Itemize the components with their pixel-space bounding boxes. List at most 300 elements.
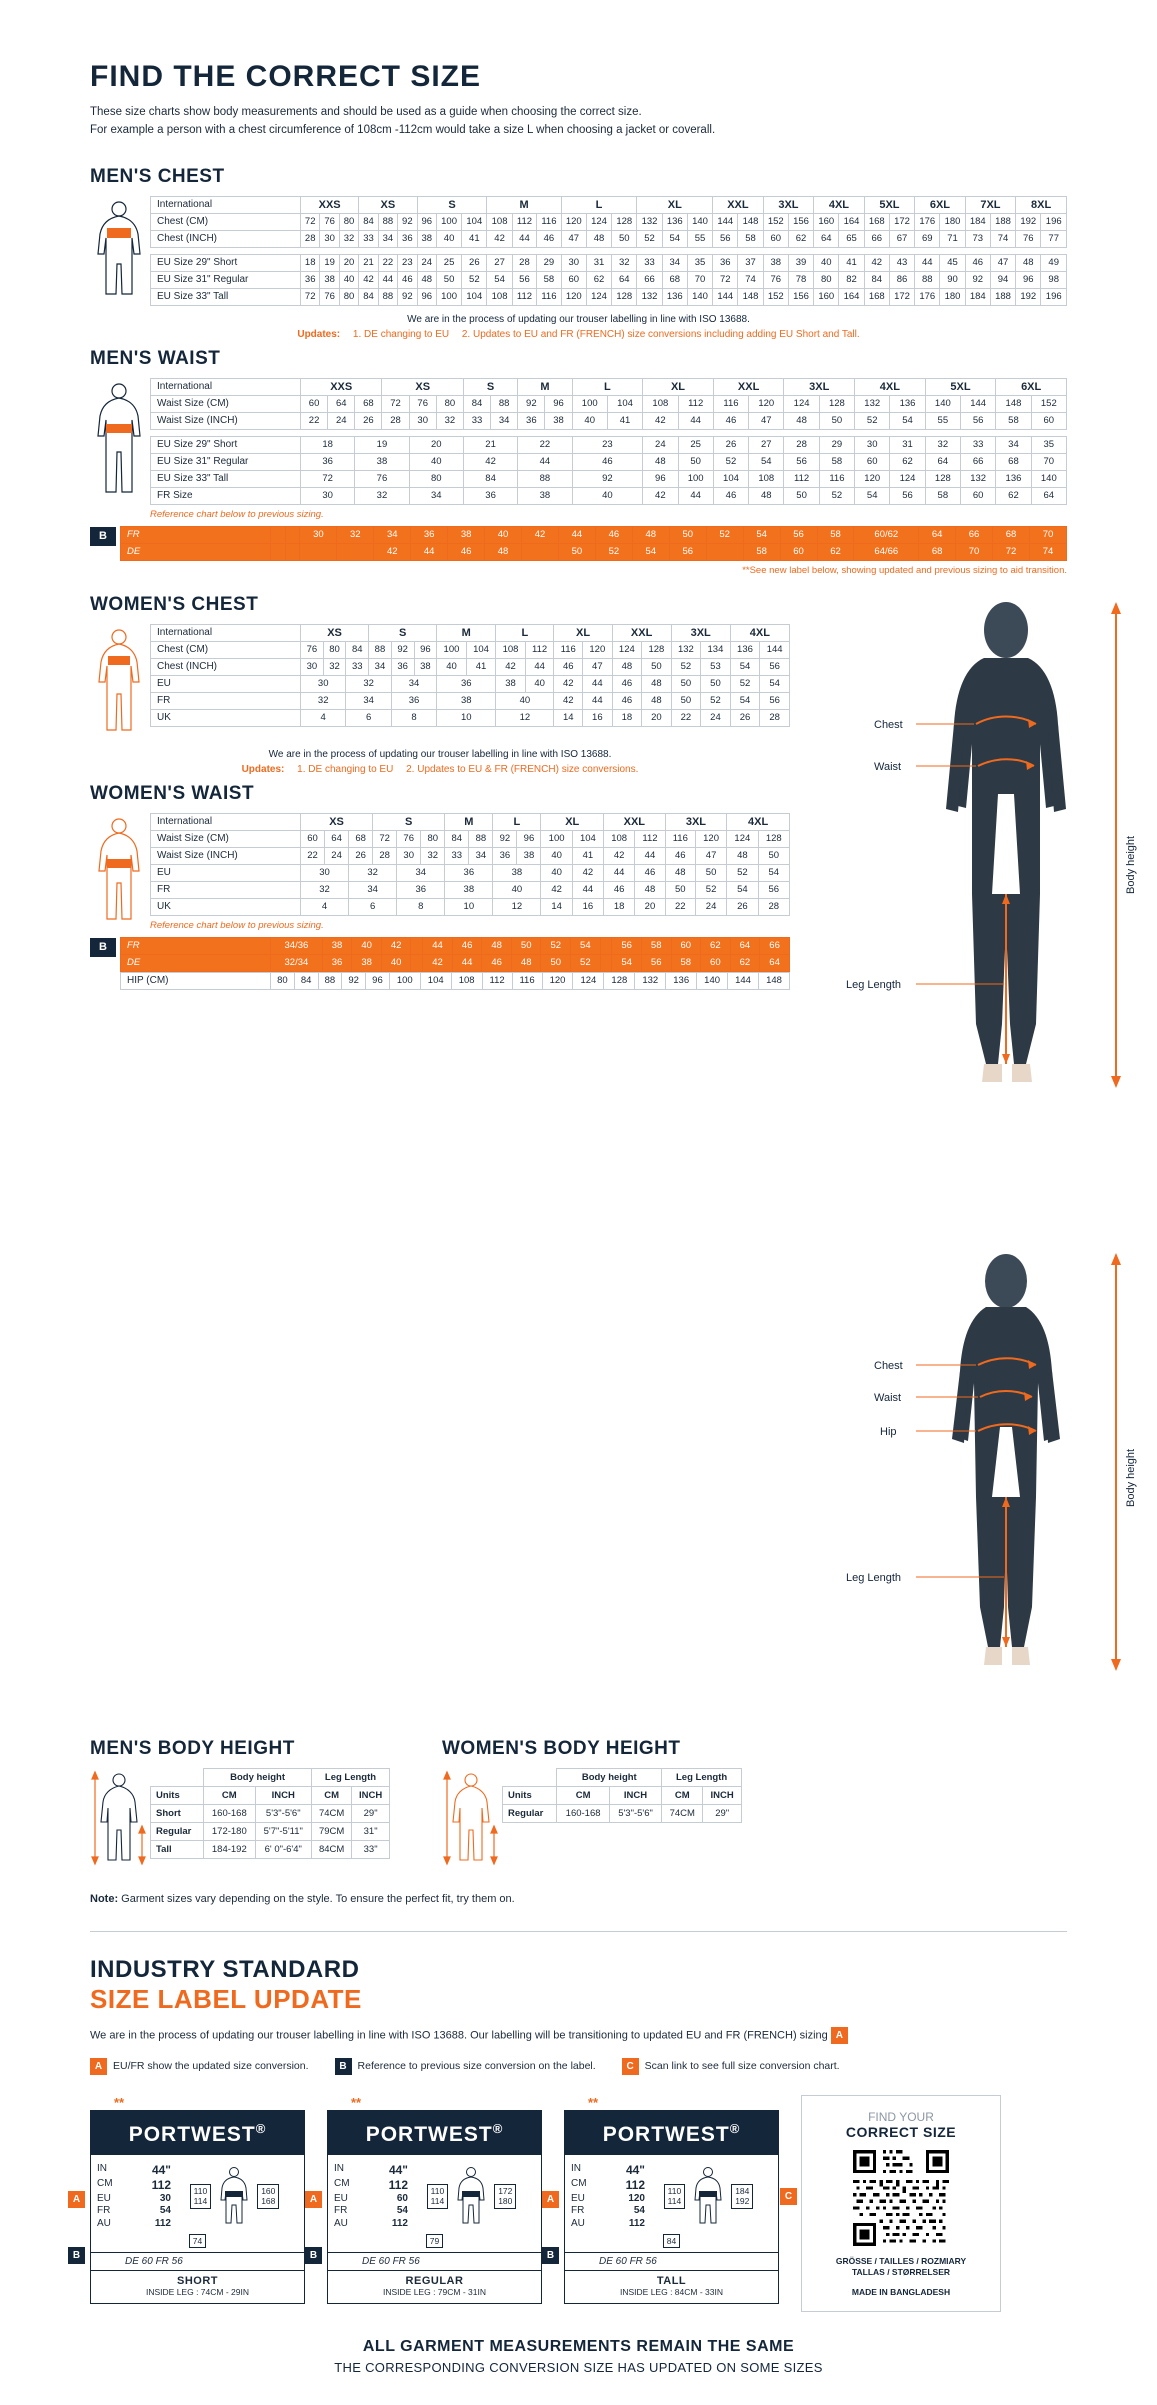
table-row <box>151 288 1067 305</box>
data-cell: 42 <box>604 847 635 864</box>
data-cell: 4 <box>301 898 349 915</box>
data-cell: 44 <box>635 847 665 864</box>
bh-group-header: Body height <box>557 1768 662 1786</box>
data-cell: 96 <box>643 470 678 487</box>
label-size-value: 112 <box>151 2177 171 2192</box>
data-cell: 108 <box>487 213 512 230</box>
label-leg-row <box>565 2234 778 2252</box>
data-cell: 54 <box>749 453 784 470</box>
data-cell: 21 <box>359 254 378 271</box>
data-cell: 120 <box>561 213 586 230</box>
data-cell: 77 <box>1041 230 1067 247</box>
data-cell: 44 <box>378 271 397 288</box>
data-cell: 42 <box>643 412 678 429</box>
label-size-key: EU <box>97 2192 111 2204</box>
label-size-value: 44" <box>625 2162 645 2177</box>
data-cell: 8 <box>391 709 436 726</box>
data-cell: XS <box>359 196 417 213</box>
legacy-cell: 48 <box>482 937 512 954</box>
data-cell: 124 <box>727 830 758 847</box>
legacy-cell: 74 <box>1029 543 1066 560</box>
womens-waist-table <box>150 813 790 916</box>
row-label: Chest (INCH) <box>151 230 301 247</box>
bh-unit-cell: INCH <box>352 1786 390 1804</box>
label-stars: ** <box>114 2094 125 2110</box>
data-cell: 49 <box>1041 254 1067 271</box>
data-cell: 54 <box>727 881 758 898</box>
data-cell: 80 <box>436 395 463 412</box>
data-cell: 40 <box>541 847 572 864</box>
row-label: Waist Size (CM) <box>151 830 301 847</box>
data-cell: 88 <box>318 972 342 989</box>
data-cell: M <box>487 196 561 213</box>
label-size-key: AU <box>571 2217 585 2229</box>
fit-note-text: Garment sizes vary depending on the style. To ensure the perfect fit, try them on. <box>118 1892 515 1905</box>
qr-translations <box>812 2256 990 2279</box>
data-cell: 8 <box>397 898 445 915</box>
data-cell: 20 <box>635 898 665 915</box>
bh-unit-cell: CM <box>662 1786 703 1804</box>
table-row <box>151 453 1067 470</box>
table-row <box>151 830 790 847</box>
label-size-row <box>334 2163 408 2178</box>
label-inside-leg: INSIDE LEG : 79CM - 31IN <box>383 2287 486 2298</box>
data-cell: XXL <box>713 378 784 395</box>
legend-text-c: Scan link to see full size conversion chart. <box>644 2060 840 2073</box>
data-cell: 104 <box>420 972 451 989</box>
bh-cell: 74CM <box>312 1804 352 1822</box>
data-cell: 192 <box>1016 288 1041 305</box>
legacy-cell <box>600 937 612 954</box>
legacy-cell: 52 <box>595 543 632 560</box>
data-cell: 58 <box>537 271 561 288</box>
womens-body-height-title: WOMEN'S BODY HEIGHT <box>442 1737 681 1759</box>
data-cell: 64 <box>612 271 637 288</box>
legacy-row-label: DE <box>121 543 271 560</box>
data-cell: 144 <box>713 288 738 305</box>
data-cell: 76 <box>320 213 339 230</box>
data-cell: 54 <box>760 675 790 692</box>
data-cell: 50 <box>819 412 854 429</box>
legacy-cell: 52 <box>541 937 571 954</box>
data-cell: 26 <box>727 898 758 915</box>
legacy-cell <box>285 526 300 543</box>
data-cell: 34 <box>346 692 391 709</box>
female-model-svg <box>816 1247 1146 1727</box>
data-cell: 76 <box>355 470 409 487</box>
womens-chest-block <box>90 624 790 741</box>
data-cell: 120 <box>749 395 784 412</box>
data-cell: 128 <box>925 470 960 487</box>
label-size-key: CM <box>97 2177 113 2189</box>
data-cell: 34 <box>491 412 518 429</box>
data-cell: 42 <box>643 487 678 504</box>
data-cell: 84 <box>463 395 490 412</box>
data-cell: 50 <box>701 675 731 692</box>
data-cell: 148 <box>738 288 763 305</box>
bh-group-header-row <box>151 1768 390 1786</box>
legacy-cell: 54 <box>632 543 669 560</box>
data-cell: 124 <box>890 470 925 487</box>
row-label: EU Size 29" Short <box>151 436 301 453</box>
data-cell: 36 <box>713 254 738 271</box>
data-cell: 40 <box>572 412 607 429</box>
data-cell: 32 <box>355 487 409 504</box>
data-cell: 47 <box>990 254 1015 271</box>
label-size-value: 60 <box>396 2192 408 2204</box>
table-row <box>151 847 790 864</box>
data-cell: 42 <box>487 230 512 247</box>
data-cell: 25 <box>436 254 461 271</box>
mens-chest-table-wrap <box>150 196 1067 306</box>
data-cell: 32 <box>346 675 391 692</box>
data-cell: 56 <box>890 487 925 504</box>
label-measurements <box>328 2155 541 2235</box>
mens-body-height-block <box>90 1738 390 1871</box>
data-cell: 21 <box>463 436 517 453</box>
data-cell: 100 <box>389 972 420 989</box>
data-cell: 36 <box>301 453 355 470</box>
data-cell: 54 <box>890 412 925 429</box>
label-person-icon <box>214 2165 254 2227</box>
legacy-cell: 52 <box>706 526 743 543</box>
mens-waist-table <box>150 378 1067 505</box>
data-cell: 70 <box>687 271 712 288</box>
data-cell: 88 <box>469 830 493 847</box>
brand-trademark: ® <box>492 2120 504 2136</box>
legacy-cell: 50 <box>558 543 595 560</box>
data-cell: 108 <box>749 470 784 487</box>
data-cell: 4XL <box>855 378 926 395</box>
data-cell: XXL <box>713 196 764 213</box>
label-size-key: FR <box>334 2205 348 2217</box>
data-cell: 48 <box>586 230 611 247</box>
data-cell: 33 <box>346 658 369 675</box>
data-cell: 46 <box>604 881 635 898</box>
label-size-value: 30 <box>159 2192 171 2204</box>
table-row <box>151 675 790 692</box>
row-label: UK <box>151 898 301 915</box>
brand-name: PORTWEST <box>602 2122 730 2146</box>
data-cell: 32 <box>349 864 397 881</box>
data-cell: 42 <box>359 271 378 288</box>
label-size-value: 120 <box>628 2192 645 2204</box>
data-cell: 6 <box>346 709 391 726</box>
womens-waist-legacy-table <box>120 937 790 972</box>
data-cell: 20 <box>642 709 672 726</box>
data-cell: 50 <box>665 881 695 898</box>
data-cell: 22 <box>301 412 328 429</box>
table-row <box>151 658 790 675</box>
data-cell: 72 <box>301 288 320 305</box>
legend-chip-a: A <box>90 2058 107 2075</box>
mens-chest-block <box>90 196 1067 306</box>
data-cell: 116 <box>537 288 561 305</box>
label-figure <box>645 2163 772 2231</box>
data-cell: 6XL <box>996 378 1067 395</box>
data-cell: 196 <box>1041 288 1067 305</box>
data-cell: 92 <box>391 641 414 658</box>
data-cell: 69 <box>915 230 940 247</box>
data-cell: 132 <box>637 213 662 230</box>
data-cell: 38 <box>763 254 788 271</box>
data-cell: 124 <box>784 395 819 412</box>
label-waist-box: 110 114 <box>190 2184 212 2208</box>
data-cell: 112 <box>525 641 554 658</box>
data-cell: 36 <box>518 412 545 429</box>
label-fit-name: TALL <box>656 2275 687 2288</box>
data-cell: 128 <box>612 213 637 230</box>
data-cell: 78 <box>788 271 813 288</box>
label-stars: ** <box>351 2094 362 2110</box>
legacy-cell: 50 <box>541 954 571 971</box>
data-cell: 70 <box>1031 453 1066 470</box>
data-cell: 23 <box>572 436 643 453</box>
data-cell: 39 <box>788 254 813 271</box>
data-cell: 46 <box>665 847 695 864</box>
womens-notice-updates-label: Updates: <box>241 763 285 775</box>
label-size-row <box>97 2205 171 2218</box>
label-card-inner <box>564 2110 779 2305</box>
label-size-list <box>97 2163 171 2231</box>
data-cell: 144 <box>713 213 738 230</box>
data-cell: 80 <box>271 972 295 989</box>
data-cell: 10 <box>445 898 493 915</box>
data-cell: 58 <box>996 412 1031 429</box>
data-cell: 76 <box>397 830 421 847</box>
legacy-cell: 68 <box>993 526 1030 543</box>
data-cell: 38 <box>518 487 572 504</box>
data-cell: L <box>493 813 541 830</box>
data-cell: 34 <box>397 864 445 881</box>
data-cell: 67 <box>889 230 914 247</box>
data-cell: 23 <box>398 254 417 271</box>
data-cell: XXL <box>604 813 666 830</box>
data-cell: 68 <box>349 830 373 847</box>
data-cell: 7XL <box>965 196 1016 213</box>
male-torso-icon <box>90 198 148 298</box>
legacy-cell <box>600 954 612 971</box>
data-cell: 104 <box>462 288 487 305</box>
data-cell: 52 <box>727 864 758 881</box>
data-cell: 40 <box>493 881 541 898</box>
data-cell: 80 <box>814 271 839 288</box>
data-cell: 44 <box>518 453 572 470</box>
bh-group-header-row <box>503 1768 742 1786</box>
legacy-cell <box>411 937 423 954</box>
label-size-value: 112 <box>391 2217 408 2229</box>
data-cell: XS <box>382 378 463 395</box>
label-size-value: 112 <box>628 2217 645 2229</box>
legacy-table-row <box>121 937 790 954</box>
label-inside-leg: INSIDE LEG : 84CM - 33IN <box>620 2287 723 2298</box>
legacy-cell: 46 <box>448 543 485 560</box>
data-cell: 56 <box>784 453 819 470</box>
data-cell: 41 <box>607 412 642 429</box>
table-row <box>151 881 790 898</box>
label-previous-size: DE 60 FR 56 <box>565 2252 778 2270</box>
data-cell: 30 <box>301 675 346 692</box>
label-size-value: 44" <box>151 2162 171 2177</box>
data-cell: 62 <box>890 453 925 470</box>
label-size-value: 54 <box>633 2205 645 2217</box>
label-measurements <box>91 2155 304 2235</box>
data-cell: 86 <box>889 271 914 288</box>
data-cell: 88 <box>491 395 518 412</box>
mens-waist-ref-note: Reference chart below to previous sizing. <box>150 508 324 520</box>
data-cell: 38 <box>437 692 496 709</box>
legacy-cell: 48 <box>511 954 541 971</box>
data-cell: S <box>369 624 437 641</box>
data-cell: 33 <box>637 254 662 271</box>
legacy-cell: 50 <box>511 937 541 954</box>
data-cell: 48 <box>727 847 758 864</box>
data-cell: 26 <box>349 847 373 864</box>
bh-cell: 29" <box>703 1804 742 1822</box>
data-cell: 3XL <box>784 378 855 395</box>
data-cell: 34 <box>369 658 392 675</box>
legacy-cell: 54 <box>571 937 601 954</box>
row-label: EU <box>151 864 301 881</box>
data-cell: 20 <box>409 436 463 453</box>
data-cell: 58 <box>738 230 763 247</box>
data-cell: 64 <box>328 395 355 412</box>
data-cell: 4XL <box>814 196 865 213</box>
data-cell: 88 <box>369 641 392 658</box>
table-row <box>151 254 1067 271</box>
womens-waist-ref-note: Reference chart below to previous sizing. <box>150 919 324 931</box>
data-cell: 8XL <box>1016 196 1067 213</box>
label-footer <box>91 2270 304 2303</box>
legacy-cell: 58 <box>671 954 701 971</box>
male-label-waist: Waist <box>874 760 902 773</box>
qr-code-icon[interactable] <box>853 2150 949 2246</box>
data-cell: 184 <box>965 288 990 305</box>
womens-height-figure <box>442 1768 502 1871</box>
data-cell: 38 <box>414 658 437 675</box>
legacy-cell: 36 <box>322 954 352 971</box>
data-cell: 116 <box>512 972 542 989</box>
data-cell: 100 <box>437 641 467 658</box>
data-cell: 46 <box>635 864 665 881</box>
legacy-cell <box>271 526 286 543</box>
bh-unit-row <box>151 1786 390 1804</box>
data-cell: 44 <box>678 412 713 429</box>
data-cell: 18 <box>301 436 355 453</box>
data-cell: 19 <box>320 254 339 271</box>
hip-row <box>121 972 790 989</box>
data-cell: 128 <box>642 641 672 658</box>
data-cell: 38 <box>493 864 541 881</box>
data-cell: 32 <box>925 436 960 453</box>
data-cell: 60 <box>763 230 788 247</box>
data-cell: 40 <box>437 658 467 675</box>
data-cell: 4XL <box>730 624 789 641</box>
data-cell: 54 <box>855 487 890 504</box>
data-cell: 40 <box>496 692 554 709</box>
label-height-box: 172 180 <box>494 2184 516 2208</box>
data-cell: 64 <box>814 230 839 247</box>
data-cell: 124 <box>586 288 611 305</box>
label-person-icon <box>688 2165 728 2227</box>
female-label-height: Body height <box>1125 1448 1137 1507</box>
data-cell: 100 <box>436 288 461 305</box>
data-cell: 36 <box>493 847 517 864</box>
womens-waist-figure <box>90 813 150 930</box>
legacy-row-label: FR <box>121 937 271 954</box>
data-cell: 172 <box>889 288 914 305</box>
data-cell: 60 <box>561 271 586 288</box>
bh-unit-cell: CM <box>312 1786 352 1804</box>
data-cell: 46 <box>537 230 561 247</box>
women-tables-col <box>90 594 790 1732</box>
data-cell: 50 <box>695 864 726 881</box>
data-cell: 156 <box>788 213 813 230</box>
data-cell: 132 <box>961 470 996 487</box>
data-cell: 46 <box>398 271 417 288</box>
data-cell: 41 <box>466 658 496 675</box>
bh-cell: 74CM <box>662 1804 703 1822</box>
data-cell: 192 <box>1016 213 1041 230</box>
data-cell: 40 <box>572 487 643 504</box>
table-header-row <box>151 378 1067 395</box>
legacy-cell: 54 <box>612 954 642 971</box>
row-label: Chest (CM) <box>151 641 301 658</box>
data-cell: 76 <box>1016 230 1041 247</box>
data-cell: 18 <box>612 709 642 726</box>
notice-update-2: 2. Updates to EU and FR (FRENCH) size conversions including adding EU Short and Tall. <box>461 328 860 340</box>
legacy-cell <box>285 543 300 560</box>
data-cell: 68 <box>662 271 687 288</box>
brand-logo <box>328 2111 541 2155</box>
label-tag-a: A <box>542 2191 559 2208</box>
row-label: UK <box>151 709 301 726</box>
table-row <box>151 864 790 881</box>
data-cell: 62 <box>788 230 813 247</box>
mens-waist-figure <box>90 378 150 505</box>
data-cell: 116 <box>554 641 583 658</box>
legacy-cell <box>300 543 337 560</box>
data-cell: 164 <box>839 288 864 305</box>
bh-group-header: Body height <box>204 1768 312 1786</box>
label-leg-box: 79 <box>426 2234 443 2248</box>
data-cell: 36 <box>301 271 320 288</box>
data-cell: 176 <box>915 213 940 230</box>
data-cell: 124 <box>612 641 642 658</box>
label-height-box: 160 168 <box>257 2184 279 2208</box>
data-cell: 48 <box>417 271 436 288</box>
data-cell: 45 <box>940 254 965 271</box>
label-size-key: FR <box>571 2205 585 2217</box>
label-size-value: 54 <box>159 2205 171 2217</box>
data-cell: 24 <box>701 709 731 726</box>
legacy-cell: 36 <box>411 526 448 543</box>
data-cell: 32 <box>301 881 349 898</box>
label-tag-b: B <box>542 2247 559 2264</box>
womens-notice-line-1: We are in the process of updating our trouser labelling in line with ISO 13688. <box>268 748 612 760</box>
table-header-row <box>151 624 790 641</box>
data-cell: 32 <box>339 230 358 247</box>
data-cell: 30 <box>301 487 355 504</box>
intro-text <box>90 104 1067 140</box>
data-cell: 180 <box>940 288 965 305</box>
data-cell: 35 <box>687 254 712 271</box>
label-size-row <box>334 2218 408 2231</box>
data-cell: 100 <box>541 830 572 847</box>
data-cell: 148 <box>758 972 789 989</box>
data-cell: 32 <box>436 412 463 429</box>
female-torso-icon <box>90 626 148 736</box>
